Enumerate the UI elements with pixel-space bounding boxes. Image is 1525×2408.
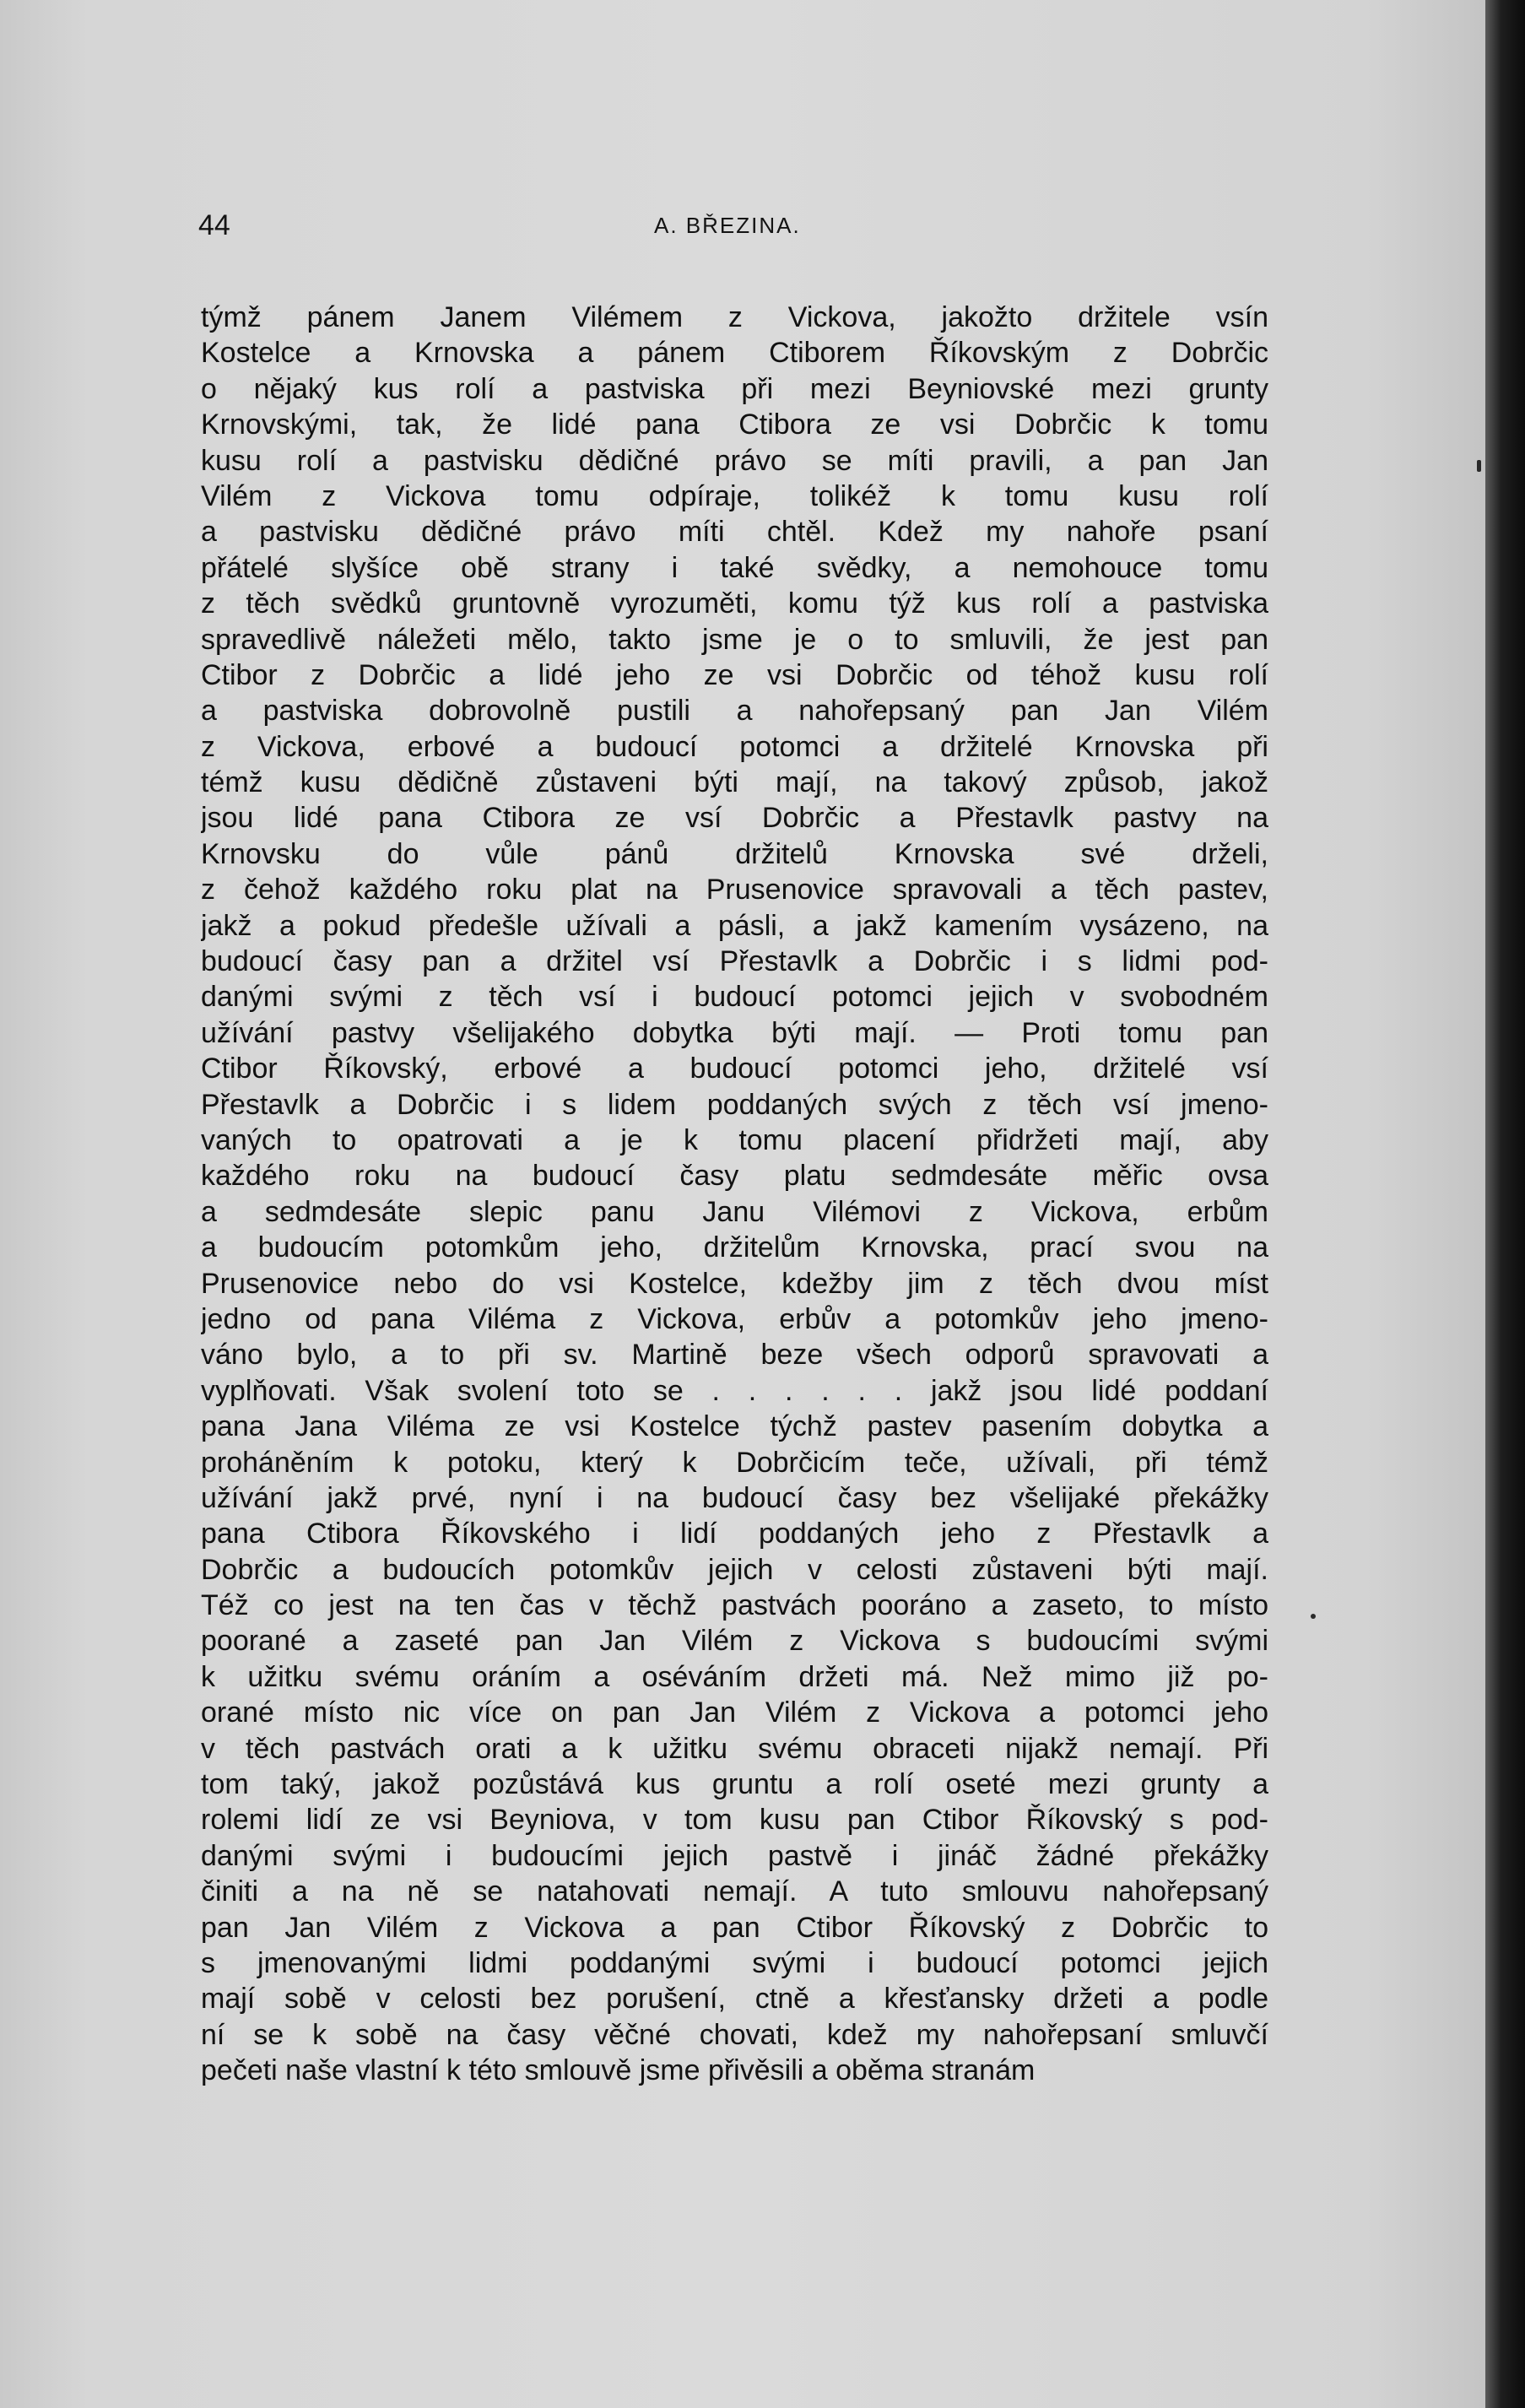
- text-line: pana Ctibora Říkovského i lidí poddaných jeho z Přestavlk a: [201, 1518, 1268, 1550]
- running-title: A. BŘEZINA.: [654, 213, 801, 238]
- text-line: a sedmdesáte slepic panu Janu Vilémovi z Vickova, erbům: [201, 1195, 1268, 1228]
- text-line: k užitku svému oráním a oséváním držeti má. Než mimo již po-: [201, 1660, 1268, 1693]
- text-line: Prusenovice nebo do vsi Kostelce, kdežby jim z těch dvou míst: [201, 1267, 1268, 1300]
- text-line: budoucí časy pan a držitel vsí Přestavlk a Dobrčic i s lidmi pod-: [201, 945, 1268, 978]
- text-line: vaných to opatrovati a je k tomu placení přidržeti mají, aby: [201, 1123, 1268, 1156]
- text-line: danými svými i budoucími jejich pastvě i jináč žádné překážky: [201, 1839, 1268, 1872]
- text-line: Dobrčic a budoucích potomkův jejich v celosti zůstaveni býti mají.: [201, 1553, 1268, 1586]
- text-line: jedno od pana Viléma z Vickova, erbův a potomkův jeho jmeno-: [201, 1302, 1268, 1335]
- text-line: ní se k sobě na časy věčné chovati, kdež my nahořepsaní smluvčí: [201, 2018, 1268, 2051]
- text-line: z čehož každého roku plat na Prusenovice spravovali a těch pastev,: [201, 874, 1268, 906]
- text-line: každého roku na budoucí časy platu sedmdesáte měřic ovsa: [201, 1160, 1268, 1193]
- text-line: Krnovskými, tak, že lidé pana Ctibora ze vsi Dobrčic k tomu: [201, 409, 1268, 441]
- text-line: a budoucím potomkům jeho, držitelům Krnovska, prací svou na: [201, 1231, 1268, 1264]
- body-text: [201, 300, 1268, 2089]
- text-line: váno bylo, a to při sv. Martině beze všech odporů spravovati a: [201, 1339, 1268, 1372]
- text-line: pana Jana Viléma ze vsi Kostelce týchž pastev pasením dobytka a: [201, 1410, 1268, 1443]
- text-line: a pastvisku dědičné právo míti chtěl. Kdež my nahoře psaní: [201, 516, 1268, 549]
- text-line: týmž pánem Janem Vilémem z Vickova, jakožto držitele vsín: [201, 301, 1268, 333]
- text-line: Ctibor z Dobrčic a lidé jeho ze vsi Dobrčic od téhož kusu rolí: [201, 658, 1268, 691]
- text-line: o nějaký kus rolí a pastviska při mezi Beyniovské mezi grunty: [201, 372, 1268, 405]
- text-line: pan Jan Vilém z Vickova a pan Ctibor Říkovský z Dobrčic to: [201, 1911, 1268, 1944]
- page-edge-shadow: [1485, 0, 1525, 2408]
- text-line: Vilém z Vickova tomu odpíraje, tolikéž k tomu kusu rolí: [201, 479, 1268, 512]
- text-line: Kostelce a Krnovska a pánem Ctiborem Říkovským z Dobrčic: [201, 337, 1268, 370]
- text-line: užívání pastvy všelijakého dobytka býti mají. — Proti tomu pan: [201, 1016, 1268, 1049]
- text-line: proháněním k potoku, který k Dobrčicím teče, užívali, při témž: [201, 1446, 1268, 1479]
- text-line: Přestavlk a Dobrčic i s lidem poddaných svých z těch vsí jmeno-: [201, 1088, 1268, 1121]
- text-line: Krnovsku do vůle pánů držitelů Krnovska své drželi,: [201, 837, 1268, 870]
- text-line: pečeti naše vlastní k této smlouvě jsme přivěsili a oběma stranám: [201, 2054, 1036, 2087]
- text-line: z těch svědků gruntovně vyrozuměti, komu týž kus rolí a pastviska: [201, 587, 1268, 620]
- text-line: poorané a zaseté pan Jan Vilém z Vickova s budoucími svými: [201, 1625, 1268, 1658]
- text-line: a pastviska dobrovolně pustili a nahořepsaný pan Jan Vilém: [201, 695, 1268, 728]
- text-line: jakž a pokud předešle užívali a pásli, a jakž kamením vysázeno, na: [201, 909, 1268, 942]
- text-line: z Vickova, erbové a budoucí potomci a držitelé Krnovska při: [201, 730, 1268, 763]
- text-line: přátelé slyšíce obě strany i také svědky, a nemohouce tomu: [201, 551, 1268, 584]
- text-line: danými svými z těch vsí i budoucí potomci jejich v svobodném: [201, 981, 1268, 1014]
- text-line: s jmenovanými lidmi poddanými svými i budoucí potomci jejich: [201, 1946, 1268, 1979]
- print-speck: [1477, 460, 1481, 472]
- text-line: v těch pastvách orati a k užitku svému obraceti nijakž nemají. Při: [201, 1732, 1268, 1765]
- print-speck: [1311, 1614, 1316, 1619]
- text-line: spravedlivě náležeti mělo, takto jsme je o to smluvili, že jest pan: [201, 623, 1268, 656]
- text-line: mají sobě v celosti bez porušení, ctně a křesťansky držeti a podle: [201, 1983, 1268, 2016]
- text-line: Též co jest na ten čas v těchž pastvách pooráno a zaseto, to místo: [201, 1589, 1268, 1622]
- text-line: činiti a na ně se natahovati nemají. A tuto smlouvu nahořepsaný: [201, 1875, 1268, 1908]
- page-number: 44: [198, 209, 230, 241]
- text-line: témž kusu dědičně zůstaveni býti mají, na takový způsob, jakož: [201, 766, 1268, 799]
- text-line: jsou lidé pana Ctibora ze vsí Dobrčic a Přestavlk pastvy na: [201, 802, 1268, 835]
- text-line: užívání jakž prvé, nyní i na budoucí časy bez všelijaké překážky: [201, 1481, 1268, 1514]
- text-line: kusu rolí a pastvisku dědičné právo se míti pravili, a pan Jan: [201, 444, 1268, 477]
- text-line: vyplňovati. Však svolení toto se . . . . . . jakž jsou lidé poddaní: [201, 1374, 1268, 1407]
- text-line: rolemi lidí ze vsi Beyniova, v tom kusu pan Ctibor Říkovský s pod-: [201, 1804, 1268, 1837]
- text-line: orané místo nic více on pan Jan Vilém z Vickova a potomci jeho: [201, 1696, 1268, 1729]
- text-line: Ctibor Říkovský, erbové a budoucí potomci jeho, držitelé vsí: [201, 1052, 1268, 1085]
- running-head: [198, 209, 1270, 260]
- text-line: tom taký, jakož pozůstává kus gruntu a rolí oseté mezi grunty a: [201, 1768, 1268, 1801]
